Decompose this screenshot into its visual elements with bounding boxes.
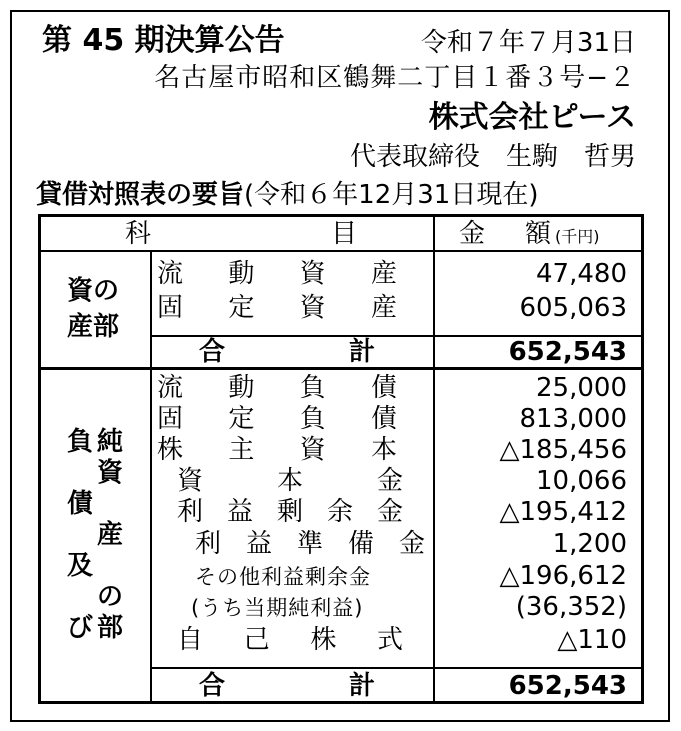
notice-title: 第 45 期決算公告 [42, 23, 285, 58]
liab-section-label: 及 [67, 551, 94, 581]
company-address: 名古屋市昭和区鶴舞二丁目１番３号−２ [154, 63, 636, 93]
notice-date: 令和７年７月31日 [420, 28, 636, 58]
balance-sheet-title-main: 貸借対照表の要旨 [36, 180, 245, 210]
assets-total-label: 合 計 [199, 337, 375, 367]
liab-section-label: 資 [97, 458, 124, 488]
liab-row-label: 資 本 金 [177, 466, 403, 496]
liab-row-label: 自 己 株 式 [177, 625, 403, 655]
liab-section-label: 部 [97, 613, 124, 643]
liab-row-value: (36,352) [515, 592, 627, 622]
liab-row-value: △195,412 [499, 497, 627, 527]
liab-section-label: 負 [67, 427, 94, 457]
assets-section-label-1: 資の [67, 276, 120, 306]
liab-row-value: 1,200 [552, 529, 627, 559]
representative [350, 144, 636, 170]
col-header-unit: (千円) [555, 227, 600, 246]
liab-row-value: 10,066 [536, 466, 627, 496]
liab-row-label: 利 益 剰 余 金 [177, 497, 403, 527]
assets-total-value: 652,543 [508, 337, 627, 367]
col-header-amount-1: 金 [459, 219, 486, 249]
liab-row-value: 813,000 [519, 404, 627, 434]
liab-section-label: の [97, 582, 124, 612]
assets-section-label-2: 産部 [67, 312, 120, 342]
liab-section-label: び [67, 613, 94, 643]
assets-row-label: 流 動 資 産 [157, 259, 397, 289]
balance-sheet-period: (令和６年12月31日現在) [244, 180, 539, 210]
liab-section-label: 債 [67, 489, 94, 519]
representative-title: 代表取締役 [349, 142, 480, 172]
assets-row-value: 605,063 [519, 293, 627, 323]
liab-row-label: 固 定 負 債 [157, 404, 397, 434]
liab-row-label: その他利益剰余金 [195, 565, 371, 589]
liab-row-value: 25,000 [536, 373, 627, 403]
balance-sheet-title [36, 182, 538, 208]
company-name: 株式会社ピース [428, 100, 636, 135]
liab-row-label: 流 動 負 債 [157, 373, 397, 403]
liab-total-label: 合 計 [199, 671, 375, 701]
liab-section-label: 純 [97, 427, 124, 457]
liab-row-value: △110 [557, 625, 627, 655]
liab-row-value: △185,456 [499, 435, 627, 465]
balance-sheet-table [38, 214, 644, 704]
liab-row-value: △196,612 [499, 561, 627, 591]
col-header-item-2: 目 [331, 219, 358, 249]
liab-row-label: (うち当期純利益) [191, 596, 364, 620]
liab-total-value: 652,543 [508, 671, 627, 701]
liab-row-label: 株 主 資 本 [157, 435, 397, 465]
representative-name: 生駒 哲男 [505, 142, 636, 172]
liab-section-label: 産 [97, 520, 124, 550]
assets-row-label: 固 定 資 産 [157, 293, 397, 323]
col-header-item-1: 科 [125, 219, 152, 249]
col-header-amount-2: 額 [525, 219, 552, 249]
assets-row-value: 47,480 [536, 259, 627, 289]
liab-row-label: 利 益 準 備 金 [195, 529, 425, 559]
